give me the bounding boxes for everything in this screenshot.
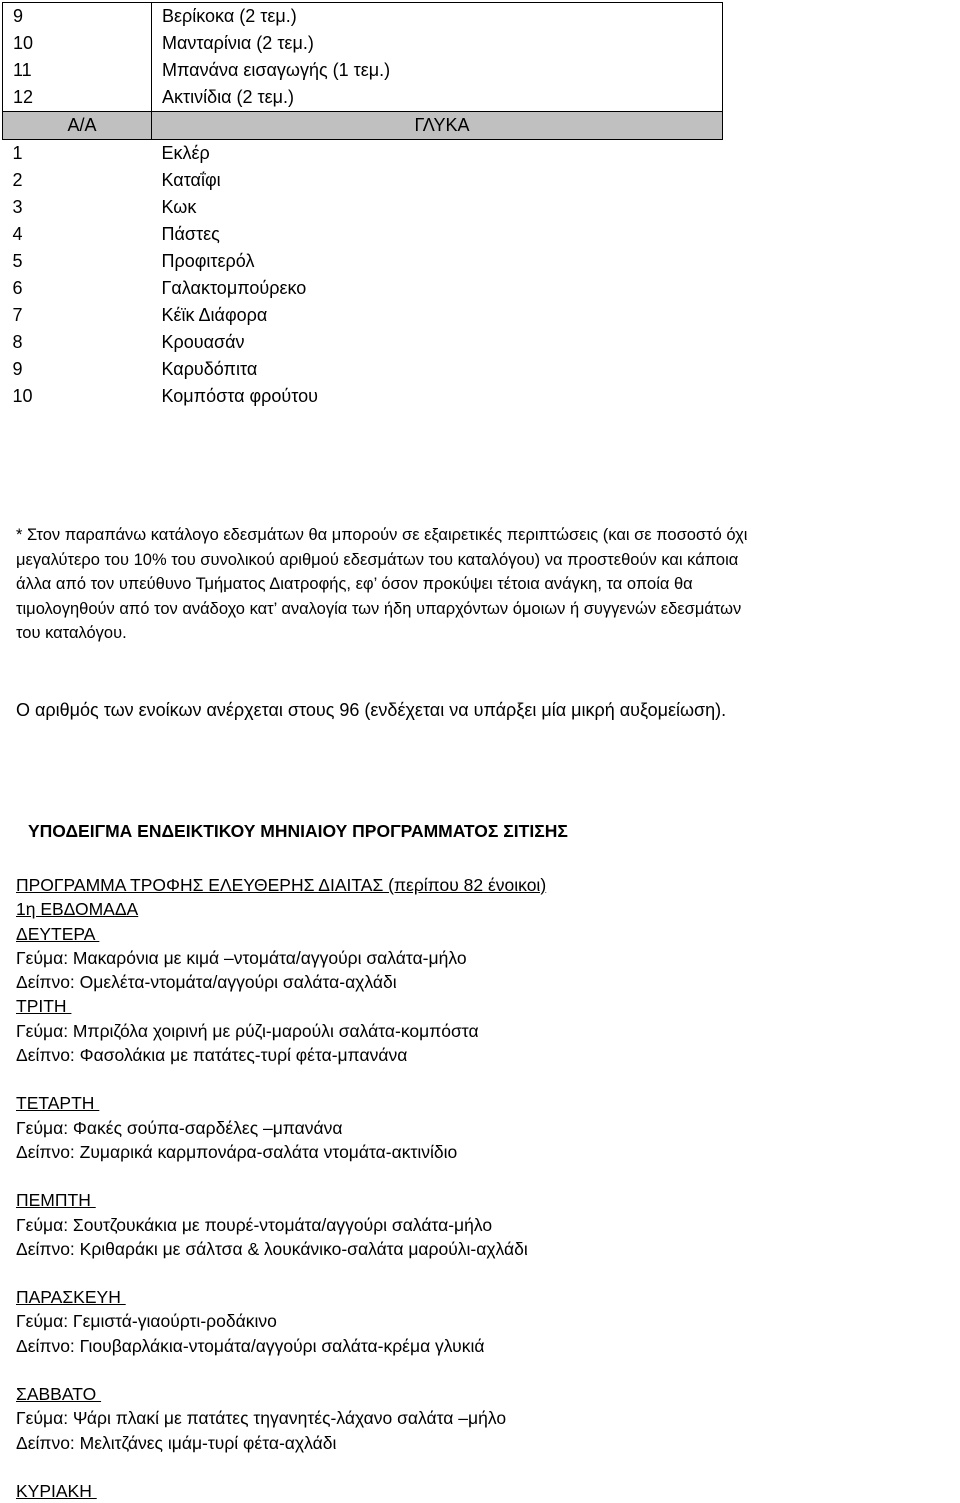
lunch-line: Γεύμα: Μπριζόλα χοιρινή με ρύζι-μαρούλι σαλάτα-κομπόστα [16,1020,479,1041]
dinner-line: Δείπνο: Μελιτζάνες ιμάμ-τυρί φέτα-αχλάδι [16,1432,337,1453]
table-row [3,275,723,302]
spacer [16,1067,546,1091]
row-item: Βερίκοκα (2 τεμ.) [152,3,723,31]
row-item: Μπανάνα εισαγωγής (1 τεμ.) [152,57,723,84]
spacer [16,1455,546,1479]
table-row [3,302,723,329]
table-row [3,140,723,168]
schedule-title: ΥΠΟΔΕΙΓΜΑ ΕΝΔΕΙΚΤΙΚΟΥ ΜΗΝΙΑΙΟΥ ΠΡΟΓΡΑΜΜΑΤΟΣ ΣΙΤΙΣΗΣ [28,821,568,841]
row-number: 3 [12,197,23,217]
row-item: Καταΐφι [161,170,221,190]
row-number: 4 [12,224,23,244]
row-number: 10 [3,30,152,57]
meal-schedule [16,873,546,1503]
table-row [3,57,723,84]
row-item: Προφιτερόλ [161,251,255,271]
table-header-row [3,112,723,140]
day-heading: ΣΑΒΒΑΤΟ [16,1384,102,1405]
row-number: 6 [12,278,23,298]
row-number: 12 [3,84,152,112]
dinner-line: Δείπνο: Ομελέτα-ντομάτα/αγγούρι σαλάτα-αχλάδι [16,972,397,993]
row-item: Κωκ [161,197,197,217]
table-row [3,329,723,356]
note-line: άλλα από τον υπεύθυνο Τμήματος Διατροφής, εφ’ όσον προκύψει τέτοια ανάγκη, τα οποία θα [16,575,693,594]
row-number: 7 [12,305,23,325]
table-row [3,84,723,112]
table-row [3,383,723,410]
week-title: 1η ΕΒΔΟΜΑΔΑ [16,899,139,920]
day-heading: ΠΑΡΑΣΚΕΥΗ [16,1287,126,1308]
day-heading: ΔΕΥΤΕΡΑ [16,923,100,944]
row-item: Πάστες [161,224,220,244]
row-number: 10 [12,386,33,406]
lunch-line: Γεύμα: Γεμιστά-γιαούρτι-ροδάκινο [16,1311,277,1332]
row-item: Μανταρίνια (2 τεμ.) [152,30,723,57]
dinner-line: Δείπνο: Κριθαράκι με σάλτσα & λουκάνικο-σαλάτα μαρούλι-αχλάδι [16,1238,528,1259]
table-row [3,356,723,383]
day-heading: ΠΕΜΠΤΗ [16,1190,96,1211]
row-number: 8 [12,332,23,352]
table-row [3,248,723,275]
day-heading: ΚΥΡΙΑΚΗ [16,1480,97,1501]
row-number: 2 [12,170,23,190]
row-item: Κρουασάν [161,332,245,352]
catalog-note [16,523,960,646]
row-number: 5 [12,251,23,271]
row-number: 9 [3,3,152,31]
spacer [16,1164,546,1188]
lunch-line: Γεύμα: Φακές σούπα-σαρδέλες –μπανάνα [16,1117,343,1138]
dinner-line: Δείπνο: Φασολάκια με πατάτες-τυρί φέτα-μπανάνα [16,1045,408,1066]
residents-count-text: Ο αριθμός των ενοίκων ανέρχεται στους 96 (ενδέχεται να υπάρξει μία μικρή αυξομείωση). [16,700,727,720]
note-line: * Στον παραπάνω κατάλογο εδεσμάτων θα μπορούν σε εξαιρετικές περιπτώσεις (και σε ποσοστό όχι [16,526,748,544]
lunch-line: Γεύμα: Ψάρι πλακί με πατάτες τηγανητές-λάχανο σαλάτα –μήλο [16,1408,507,1429]
table-row [3,167,723,194]
menu-table [2,2,723,410]
table-row [3,3,723,31]
row-item: Κομπόστα φρούτου [161,386,318,406]
row-item: Κέϊκ Διάφορα [161,305,268,325]
row-number: 11 [3,57,152,84]
row-item: Ακτινίδια (2 τεμ.) [152,84,723,112]
day-heading: ΤΡΙΤΗ [16,996,72,1017]
row-number: 1 [12,143,23,163]
column-header-sweets: ΓΛΥΚΑ [152,112,723,140]
dinner-line: Δείπνο: Γιουβαρλάκια-ντομάτα/αγγούρι σαλάτα-κρέμα γλυκιά [16,1335,485,1356]
spacer [16,1261,546,1285]
dinner-line: Δείπνο: Ζυμαρικά καρμπονάρα-σαλάτα ντομάτα-ακτινίδιο [16,1141,458,1162]
day-heading: ΤΕΤΑΡΤΗ [16,1093,100,1114]
spacer [16,1358,546,1382]
row-item: Γαλακτομπούρεκο [161,278,307,298]
table-row [3,221,723,248]
column-header-number: Α/Α [3,112,152,140]
program-title: ΠΡΟΓΡΑΜΜΑ ΤΡΟΦΗΣ ΕΛΕΥΘΕΡΗΣ ΔΙΑΙΤΑΣ (περίπου 82 ένοικοι) [16,875,547,895]
row-number: 9 [12,359,23,379]
lunch-line: Γεύμα: Μακαρόνια με κιμά –ντομάτα/αγγούρι σαλάτα-μήλο [16,947,467,968]
note-line: τιμολογηθούν από τον ανάδοχο κατ’ αναλογία των ήδη υπαρχόντων όμοιων ή συγγενών εδεσμάτων [16,599,742,618]
table-row [3,194,723,221]
row-item: Εκλέρ [161,143,210,163]
lunch-line: Γεύμα: Σουτζουκάκια με πουρέ-ντομάτα/αγγούρι σαλάτα-μήλο [16,1214,493,1235]
row-item: Καρυδόπιτα [161,359,258,379]
table-row [3,30,723,57]
note-line: μεγαλύτερο του 10% του συνολικού αριθμού εδεσμάτων του καταλόγου) να προστεθούν και κάποια [16,550,739,569]
note-line: του καταλόγου. [16,624,127,643]
